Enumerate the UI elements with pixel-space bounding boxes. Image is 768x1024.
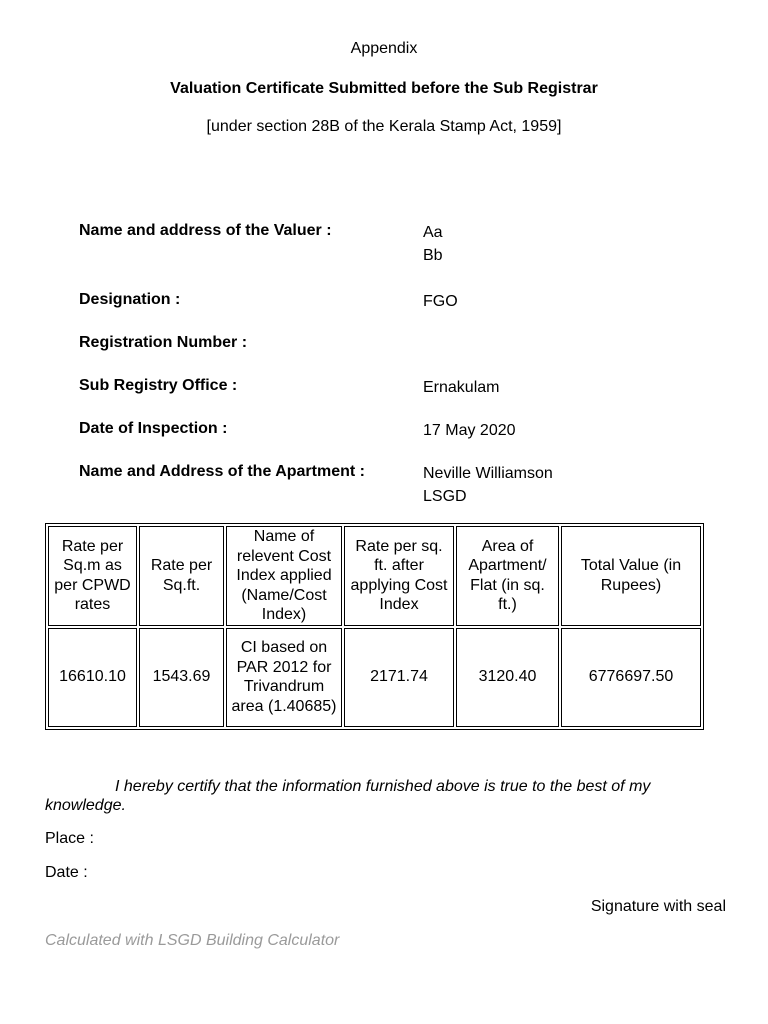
header-cell-cost-index: Name of relevent Cost Index applied (Name/Cost Index) <box>226 526 342 626</box>
valuer-address: Bb <box>423 247 443 264</box>
valuer-value <box>423 221 443 267</box>
cell-cost-index: CI based on PAR 2012 for Trivandrum area (1.40685) <box>226 628 342 727</box>
designation-value: FGO <box>423 293 458 310</box>
inspection-date-value: 17 May 2020 <box>423 422 516 439</box>
header-cell-area: Area of Apartment/ Flat (in sq. ft.) <box>456 526 559 626</box>
header-cell-rate-after-index: Rate per sq. ft. after applying Cost Index <box>344 526 454 626</box>
document-title: Valuation Certificate Submitted before the Sub Registrar <box>170 80 598 97</box>
signature-label: Signature with seal <box>590 898 726 915</box>
cell-rate-sqft: 1543.69 <box>139 628 224 727</box>
table-header-row <box>48 526 701 626</box>
cell-cpwd-rate: 16610.10 <box>48 628 137 727</box>
apartment-name: Neville Williamson <box>423 465 553 482</box>
appendix-label: Appendix <box>350 40 418 57</box>
sub-registry-office-value: Ernakulam <box>423 379 500 396</box>
certification-statement <box>45 777 725 815</box>
header-cell-rate-sqft: Rate per Sq.ft. <box>139 526 224 626</box>
calculator-credit: Calculated with LSGD Building Calculator <box>45 932 340 949</box>
valuer-label: Name and address of the Valuer : <box>79 222 332 239</box>
header-cell-total-value: Total Value (in Rupees) <box>561 526 701 626</box>
designation-label: Designation : <box>79 291 181 308</box>
cell-rate-after-index: 2171.74 <box>344 628 454 727</box>
header-cell-cpwd-rate: Rate per Sq.m as per CPWD rates <box>48 526 137 626</box>
apartment-label: Name and Address of the Apartment : <box>79 463 365 480</box>
valuation-table <box>45 523 704 730</box>
place-label: Place : <box>45 830 94 847</box>
registration-number-label: Registration Number : <box>79 334 248 351</box>
apartment-value <box>423 462 553 508</box>
cell-total-value: 6776697.50 <box>561 628 701 727</box>
document-subtitle: [under section 28B of the Kerala Stamp Act, 1959] <box>206 118 562 135</box>
certification-text: I hereby certify that the information furnished above is true to the best of my knowledge. <box>45 778 651 814</box>
table-row <box>48 628 701 727</box>
apartment-address: LSGD <box>423 488 467 505</box>
cell-area: 3120.40 <box>456 628 559 727</box>
date-label: Date : <box>45 864 88 881</box>
sub-registry-office-label: Sub Registry Office : <box>79 377 238 394</box>
valuer-name: Aa <box>423 224 443 241</box>
inspection-date-label: Date of Inspection : <box>79 420 228 437</box>
